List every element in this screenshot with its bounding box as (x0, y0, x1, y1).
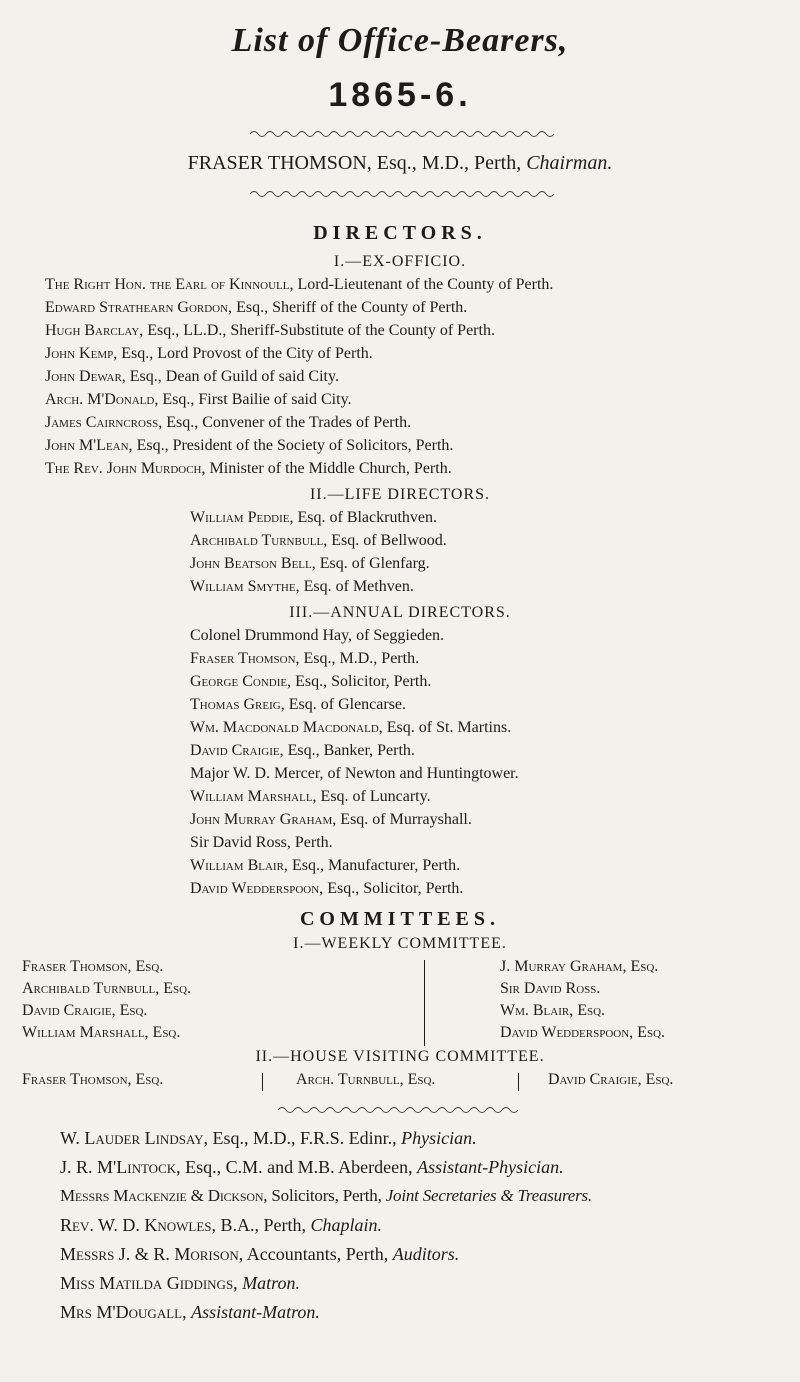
weekly-committee-right (500, 956, 665, 1044)
list-item: John M'Lean, Esq., President of the Society of Solicitors, Perth. (45, 437, 454, 454)
list-item: Sir David Ross, Perth. (190, 834, 333, 851)
wavy-rule-bottom (0, 1104, 800, 1116)
ex-officio-heading: I.—EX-OFFICIO. (333, 253, 467, 270)
chairman-name: FRASER THOMSON, Esq., M.D., Perth, (187, 152, 522, 174)
list-item: Sir David Ross. (500, 980, 601, 997)
chairman-role: Chairman. (526, 152, 613, 174)
list-item: Wm. Blair, Esq. (500, 1002, 606, 1019)
list-item: George Condie, Esq., Solicitor, Perth. (190, 673, 432, 690)
life-directors-heading: II.—LIFE DIRECTORS. (309, 486, 491, 503)
list-item: Thomas Greig, Esq. of Glencarse. (190, 696, 407, 713)
list-item: Fraser Thomson, Esq. (22, 958, 164, 975)
list-item: Colonel Drummond Hay, of Seggieden. (190, 627, 445, 644)
list-item: Edward Strathearn Gordon, Esq., Sheriff of the County of Perth. (45, 299, 468, 316)
annual-directors-heading: III.—ANNUAL DIRECTORS. (289, 604, 511, 621)
list-item: Fraser Thomson, Esq. (22, 1071, 164, 1088)
list-item: James Cairncross, Esq., Convener of the Trades of Perth. (45, 414, 412, 431)
list-item: J. R. M'Lintock, Esq., C.M. and M.B. Aberdeen, Assistant-Physician. (60, 1157, 564, 1177)
house-committee-heading: II.—HOUSE VISITING COMMITTEE. (255, 1048, 545, 1065)
list-item: J. Murray Graham, Esq. (500, 958, 659, 975)
list-item: The Rev. John Murdoch, Minister of the Middle Church, Perth. (45, 460, 452, 477)
list-item: John Kemp, Esq., Lord Provost of the City of Perth. (45, 345, 373, 362)
list-item: Archibald Turnbull, Esq. of Bellwood. (190, 532, 447, 549)
list-item: W. Lauder Lindsay, Esq., M.D., F.R.S. Edinr., Physician. (60, 1128, 477, 1148)
column-divider (518, 1073, 519, 1091)
list-item: Messrs J. & R. Morison, Accountants, Perth, Auditors. (60, 1244, 460, 1264)
list-item: John Dewar, Esq., Dean of Guild of said City. (45, 368, 339, 385)
list-item: Messrs Mackenzie & Dickson, Solicitors, Perth, Joint Secretaries & Treasurers. (60, 1186, 592, 1205)
list-item: William Marshall, Esq. (22, 1024, 181, 1041)
list-item: Arch. Turnbull, Esq. (296, 1071, 436, 1088)
list-item: David Wedderspoon, Esq. (500, 1024, 666, 1041)
list-item: David Wedderspoon, Esq., Solicitor, Perth. (190, 880, 464, 897)
weekly-committee-left (22, 956, 191, 1044)
chairman-line (0, 152, 800, 175)
list-item: Hugh Barclay, Esq., LL.D., Sheriff-Substitute of the County of Perth. (45, 322, 495, 339)
directors-heading: DIRECTORS. (313, 222, 487, 244)
year-range: 1865-6. (328, 76, 472, 114)
list-item: David Craigie, Esq., Banker, Perth. (190, 742, 415, 759)
list-item: The Right Hon. the Earl of Kinnoull, Lord-Lieutenant of the County of Perth. (45, 276, 554, 293)
list-item: David Craigie, Esq. (22, 1002, 148, 1019)
list-item: John Murray Graham, Esq. of Murrayshall. (190, 811, 472, 828)
list-item: William Smythe, Esq. of Methven. (190, 578, 414, 595)
committees-heading: COMMITTEES. (299, 908, 501, 930)
list-item: William Blair, Esq., Manufacturer, Perth. (190, 857, 461, 874)
list-item: Arch. M'Donald, Esq., First Bailie of said City. (45, 391, 352, 408)
list-item: Rev. W. D. Knowles, B.A., Perth, Chaplain. (60, 1215, 383, 1235)
wavy-rule-top (0, 128, 800, 140)
column-divider (262, 1073, 263, 1091)
list-item: Miss Matilda Giddings, Matron. (60, 1273, 301, 1293)
page-title: List of Office-Bearers, (231, 22, 569, 59)
list-item: Fraser Thomson, Esq., M.D., Perth. (190, 650, 420, 667)
list-item: David Craigie, Esq. (548, 1071, 674, 1088)
list-item: William Peddie, Esq. of Blackruthven. (190, 509, 438, 526)
list-item: John Beatson Bell, Esq. of Glenfarg. (190, 555, 430, 572)
list-item: Major W. D. Mercer, of Newton and Huntingtower. (190, 765, 519, 782)
wavy-rule-chair (0, 188, 800, 200)
weekly-committee-heading: I.—WEEKLY COMMITTEE. (293, 935, 507, 952)
list-item: Wm. Macdonald Macdonald, Esq. of St. Martins. (190, 719, 512, 736)
list-item: Mrs M'Dougall, Assistant-Matron. (60, 1302, 320, 1322)
list-item: Archibald Turnbull, Esq. (22, 980, 192, 997)
column-divider (424, 960, 425, 1046)
list-item: William Marshall, Esq. of Luncarty. (190, 788, 431, 805)
